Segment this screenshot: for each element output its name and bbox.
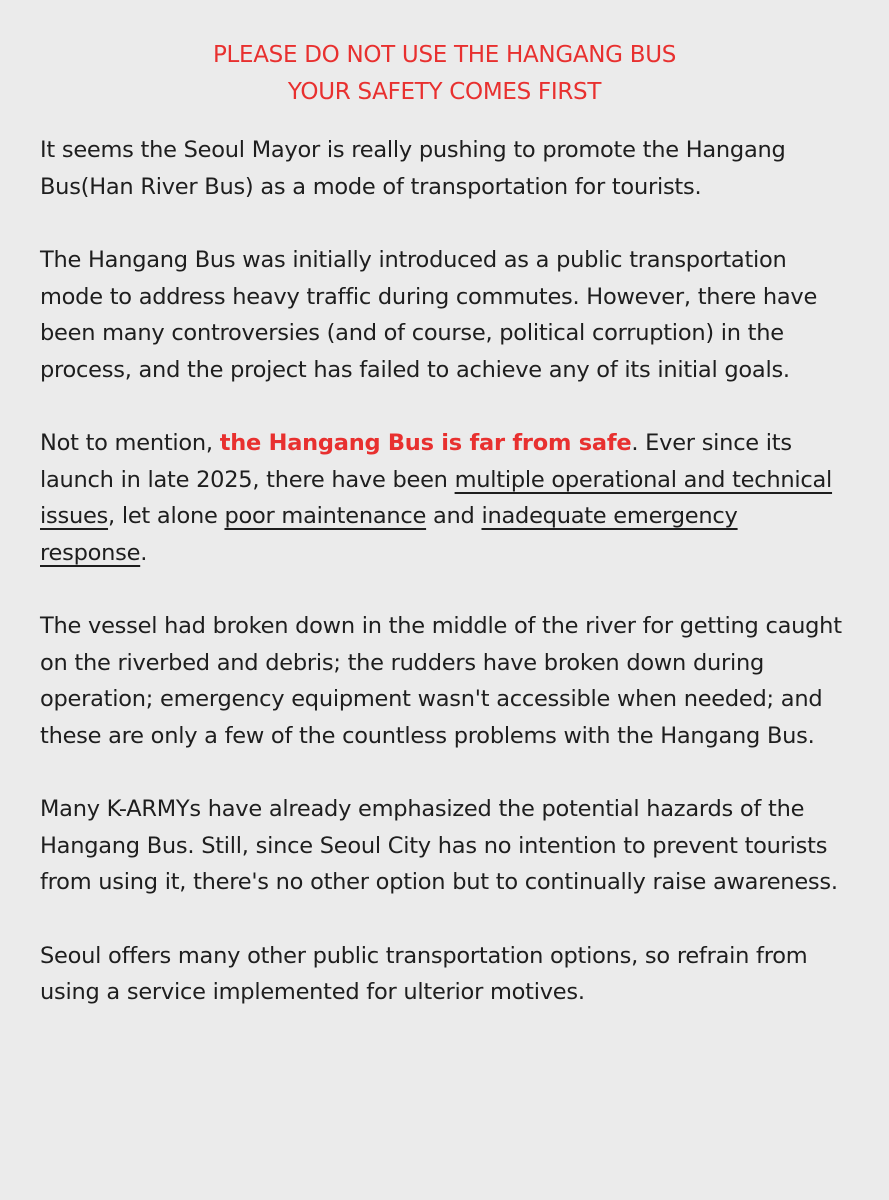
paragraph-incidents: The vessel had broken down in the middle of the river for getting caught on the riverbed and debris; the rudders have broken down during operation; emergency equipment wasn't accessible when needed; and these are only a few of the countless problems with the Hangang Bus. (40, 613, 842, 749)
paragraph-intro: It seems the Seoul Mayor is really pushing to promote the Hangang Bus(Han River Bus) as a mode of transportation for tourists. (40, 137, 786, 200)
safety-highlight: the Hangang Bus is far from safe (219, 430, 632, 456)
safety-text-a: Not to mention, (40, 430, 220, 456)
link-operational-issues[interactable]: multiple operational and technical issues (40, 466, 833, 529)
safety-text-b: . Ever since its launch in late 2025, there have been (40, 430, 792, 493)
title-line-2: YOUR SAFETY COMES FIRST (287, 79, 602, 105)
paragraph-awareness: Many K-ARMYs have already emphasized the potential hazards of the Hangang Bus. Still, since Seoul City has no intention to prevent tourists from using it, there's no other option but to continually raise awareness. (40, 796, 838, 895)
link-emergency-response[interactable]: inadequate emergency response (40, 503, 738, 566)
safety-text-c: , let alone (108, 503, 225, 529)
paragraph-safety (40, 425, 849, 571)
safety-text-e: . (140, 539, 148, 566)
article-body (40, 132, 849, 1011)
paragraph-background: The Hangang Bus was initially introduced as a public transportation mode to address heavy traffic during commutes. However, there have been many controversies (and of course, political corruption) in the process, and the project has failed to achieve any of its initial goals. (40, 247, 818, 383)
title-line-1: PLEASE DO NOT USE THE HANGANG BUS (212, 42, 677, 68)
page-title (40, 0, 849, 111)
link-poor-maintenance[interactable]: poor maintenance (224, 503, 427, 529)
safety-text-d: and (426, 503, 482, 529)
paragraph-conclusion: Seoul offers many other public transportation options, so refrain from using a service implemented for ulterior motives. (40, 942, 808, 1005)
